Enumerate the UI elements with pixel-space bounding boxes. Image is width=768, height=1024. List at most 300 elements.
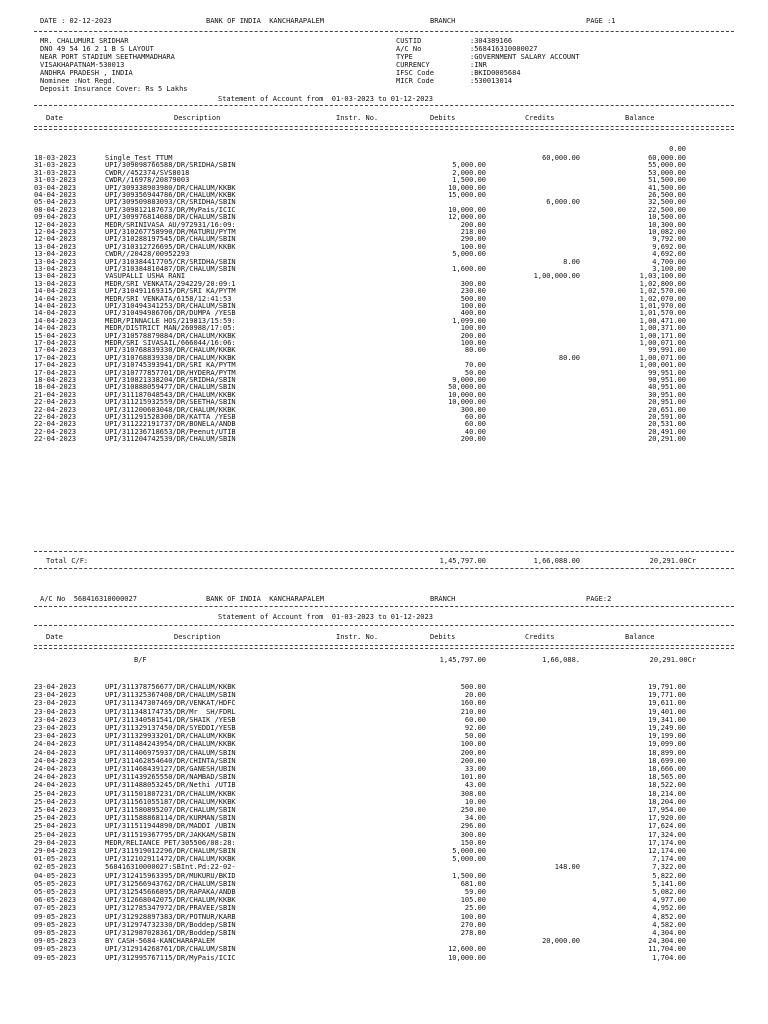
txn-balance: 10,500.00	[648, 213, 686, 222]
txn-debit: 100.00	[460, 242, 486, 251]
txn-debit: 105.00	[460, 896, 486, 905]
txn-balance: 19,771.00	[648, 691, 686, 700]
txn-description: BY CASH-5684-KANCHARAPALEM	[105, 937, 215, 946]
txn-balance: 1,00,471.00	[639, 316, 686, 325]
txn-balance: 20,951.00	[648, 398, 686, 407]
divider	[34, 625, 734, 626]
txn-balance: 12,174.00	[648, 847, 686, 855]
statement-title: Statement of Account from 01-03-2023 to 01-12-2023	[218, 95, 433, 103]
txn-balance: 9,792.00	[652, 235, 686, 244]
txn-date: 09-05-2023	[34, 953, 77, 962]
txn-debit: 80.00	[464, 346, 486, 355]
txn-debit: 200.00	[460, 435, 486, 444]
txn-description: UPI/310768839330/DR/CHALUM/KKBK	[105, 353, 236, 362]
info-label: CURRENCY	[396, 61, 430, 69]
txn-description: MEDR/SRINIVASA AU/972931/16:09:	[105, 220, 236, 229]
txn-date: 23-04-2023	[34, 715, 77, 724]
txn-date: 13-04-2023	[34, 250, 77, 259]
txn-date: 09-04-2023	[34, 213, 77, 222]
txn-balance: 4,700.00	[652, 257, 686, 266]
branch-label: BRANCH	[430, 17, 456, 25]
txn-description: UPI/310312726695/DR/CHALUM/KKBK	[105, 242, 236, 251]
txn-debit: 200.00	[460, 756, 486, 765]
txn-description: UPI/310768839330/DR/CHALUM/KKBK	[105, 346, 236, 355]
txn-date: 17-04-2023	[34, 368, 77, 377]
txn-description: UPI/312785347972/DR/PRAVEE/SBIN	[105, 904, 236, 913]
txn-date: 09-05-2023	[34, 912, 77, 921]
txn-description: UPI/310888059477/DR/CHALUM/SBIN	[105, 383, 236, 392]
divider	[34, 105, 734, 106]
txn-date: 18-03-2023	[34, 154, 77, 162]
txn-balance: 18,699.00	[648, 756, 686, 765]
txn-debit: 681.00	[460, 879, 486, 888]
txn-date: 02-05-2023	[34, 863, 77, 872]
txn-balance: 20,531.00	[648, 420, 686, 429]
statement-date: DATE : 02-12-2023	[40, 17, 112, 25]
txn-description: UPI/312987028361/DR/Boddep/SBIN	[105, 929, 236, 937]
table-row	[0, 839, 768, 847]
txn-description: UPI/312415963395/DR/MUKURU/BKID	[105, 871, 236, 880]
txn-date: 06-05-2023	[34, 896, 77, 905]
txn-description: UPI/311222191737/DR/BONELA/ANDB	[105, 420, 236, 429]
txn-debit: 290.00	[460, 235, 486, 244]
col-instr: Instr. No.	[336, 633, 379, 641]
txn-description: UPI/310491169315/DR/SRI KA/PYTM	[105, 287, 236, 296]
txn-date: 13-04-2023	[34, 272, 77, 281]
table-row	[0, 798, 768, 806]
txn-balance: 9,692.00	[652, 242, 686, 251]
txn-balance: 1,00,071.00	[639, 339, 686, 347]
txn-date: 09-05-2023	[34, 920, 77, 929]
divider	[34, 126, 734, 127]
txn-debit: 2,000.00	[452, 168, 486, 177]
txn-date: 25-04-2023	[34, 806, 77, 814]
txn-debit: 210.00	[460, 707, 486, 716]
txn-debit: 10,000.00	[448, 183, 486, 192]
txn-description: MEDR/DISTRICT MAN/260988/17:05:	[105, 324, 236, 333]
txn-debit: 60.00	[464, 420, 486, 429]
txn-date: 23-04-2023	[34, 691, 77, 700]
txn-date: 04-05-2023	[34, 871, 77, 880]
page-number: PAGE:2	[586, 595, 612, 603]
info-label: IFSC Code	[396, 69, 434, 77]
bank-name: BANK OF INDIA KANCHARAPALEM	[206, 595, 325, 603]
txn-date: 25-04-2023	[34, 789, 77, 798]
txn-date: 23-04-2023	[34, 732, 77, 741]
txn-date: 13-04-2023	[34, 242, 77, 251]
txn-date: 18-04-2023	[34, 376, 77, 384]
column-header-row	[0, 114, 768, 122]
txn-balance: 19,341.00	[648, 715, 686, 724]
txn-balance: 55,000.00	[648, 161, 686, 170]
txn-debit: 1,500.00	[452, 871, 486, 880]
txn-debit: 40.00	[464, 427, 486, 436]
txn-description: UPI/311378756677/DR/CHALUM/KKBK	[105, 683, 236, 691]
divider	[34, 568, 734, 569]
txn-date: 21-04-2023	[34, 390, 77, 399]
txn-description: UPI/312102911472/DR/CHALUM/KKBK	[105, 855, 236, 864]
txn-date: 24-04-2023	[34, 773, 77, 782]
txn-debit: 300.00	[460, 279, 486, 288]
txn-date: 01-05-2023	[34, 855, 77, 864]
txn-description: UPI/311468439127/DR/GANESH/UBIN	[105, 765, 236, 773]
txn-description: UPI/311204742539/DR/CHALUM/SBIN	[105, 435, 236, 444]
txn-balance: 4,692.00	[652, 250, 686, 259]
txn-debit: 308.00	[460, 789, 486, 798]
table-row	[0, 716, 768, 724]
column-header-row	[0, 633, 768, 641]
txn-date: 12-04-2023	[34, 235, 77, 244]
txn-credit: 6,000.00	[546, 198, 580, 207]
txn-balance: 99,991.00	[648, 346, 686, 355]
txn-balance: 19,199.00	[648, 732, 686, 741]
txn-description: UPI/310267758990/DR/MATURU/PYTM	[105, 228, 236, 236]
txn-description: UPI/309338903980/DR/CHALUM/KKBK	[105, 183, 236, 192]
table-row	[0, 913, 768, 921]
txn-description: UPI/309509883093/CR/SRIDHA/SBIN	[105, 198, 236, 207]
txn-debit: 1,099.00	[452, 316, 486, 325]
txn-date: 22-04-2023	[34, 435, 77, 444]
table-row	[0, 683, 768, 691]
txn-date: 09-05-2023	[34, 937, 77, 946]
col-date: Date	[46, 633, 63, 641]
txn-description: UPI/311919012296/DR/CHALUM/SBIN	[105, 847, 236, 855]
txn-date: 22-04-2023	[34, 420, 77, 429]
txn-description: UPI/310288197545/DR/CHALUM/SBIN	[105, 235, 236, 244]
table-row	[0, 757, 768, 765]
txn-date: 31-03-2023	[34, 168, 77, 177]
txn-balance: 40,951.00	[648, 383, 686, 392]
txn-description: UPI/312566943762/DR/CHALUM/SBIN	[105, 879, 236, 888]
table-row	[0, 831, 768, 839]
txn-balance: 1,03,100.00	[639, 272, 686, 281]
txn-description: UPI/309098766588/DR/SRIDHA/SBIN	[105, 161, 236, 170]
txn-debit: 5,000.00	[452, 161, 486, 170]
txn-debit: 100.00	[460, 740, 486, 749]
txn-debit: 50.00	[464, 368, 486, 377]
divider	[34, 551, 734, 552]
txn-description: UPI/310578879884/DR/CHALUM/KKBK	[105, 331, 236, 340]
txn-debit: 59.00	[464, 888, 486, 896]
txn-description: MEDR/PINNACLE HOS/219813/15:59:	[105, 316, 236, 325]
txn-description: UPI/311484243954/DR/CHALUM/KKBK	[105, 740, 236, 749]
page-number: PAGE :1	[586, 17, 616, 25]
bf-balance: 20,291.00Cr	[649, 656, 696, 664]
info-value: :530013014	[470, 77, 513, 85]
txn-description: UPI/311348174735/DR/Mr SH/FDRL	[105, 707, 236, 716]
txn-debit: 1,600.00	[452, 265, 486, 273]
txn-date: 22-04-2023	[34, 398, 77, 407]
txn-date: 25-04-2023	[34, 830, 77, 839]
txn-date: 24-04-2023	[34, 781, 77, 790]
txn-date: 29-04-2023	[34, 838, 77, 847]
txn-balance: 19,791.00	[648, 683, 686, 691]
txn-debit: 10,000.00	[448, 953, 486, 962]
txn-description: CWDR//20428/00952293	[105, 250, 190, 259]
txn-debit: 34.00	[464, 814, 486, 823]
txn-date: 05-04-2023	[34, 198, 77, 207]
txn-balance: 26,500.00	[648, 191, 686, 199]
txn-description: UPI/311325367408/DR/CHALUM/SBIN	[105, 691, 236, 700]
table-row	[0, 822, 768, 830]
txn-debit: 400.00	[460, 309, 486, 318]
total-debits: 1,45,797.00	[439, 557, 486, 565]
txn-balance: 20,291.00	[648, 435, 686, 444]
txn-debit: 10.00	[464, 797, 486, 806]
txn-debit: 92.00	[464, 724, 486, 732]
table-row	[0, 765, 768, 773]
txn-balance: 5,141.00	[652, 879, 686, 888]
txn-debit: 300.00	[460, 405, 486, 414]
txn-balance: 60,000.00	[648, 154, 686, 162]
col-balance: Balance	[625, 114, 655, 122]
txn-date: 08-04-2023	[34, 205, 77, 214]
txn-date: 31-03-2023	[34, 176, 77, 185]
table-row	[0, 888, 768, 896]
table-row	[0, 790, 768, 798]
txn-debit: 270.00	[460, 920, 486, 929]
opening-balance: 0.00	[669, 145, 686, 153]
txn-description: UPI/311439265550/DR/NAMBAD/SBIN	[105, 773, 236, 782]
txn-balance: 1,00,171.00	[639, 331, 686, 340]
divider	[34, 645, 734, 646]
txn-description: UPI/311215932559/DR/SEETHA/SBIN	[105, 398, 236, 407]
table-row	[0, 855, 768, 863]
txn-date: 07-05-2023	[34, 904, 77, 913]
txn-description: MEDR/SRI VENKATA/6158/12:41:53	[105, 294, 232, 303]
txn-description: UPI/311329933201/DR/CHALUM/KKBK	[105, 732, 236, 741]
txn-date: 24-04-2023	[34, 765, 77, 773]
txn-description: MEDR/SRI VENKATA/294229/20:09:1	[105, 279, 236, 288]
txn-balance: 19,401.00	[648, 707, 686, 716]
info-value: :568416310000027	[470, 45, 538, 53]
txn-balance: 1,02,800.00	[639, 279, 686, 288]
brought-forward-row	[0, 656, 768, 664]
txn-date: 05-05-2023	[34, 888, 77, 896]
col-description: Description	[174, 114, 221, 122]
txn-debit: 10,000.00	[448, 390, 486, 399]
col-description: Description	[174, 633, 221, 641]
bf-debits: 1,45,797.00	[439, 656, 486, 664]
customer-line: ANDHRA PRADESH , INDIA	[40, 69, 133, 77]
col-credits: Credits	[525, 633, 555, 641]
txn-date: 25-04-2023	[34, 822, 77, 831]
txn-date: 24-04-2023	[34, 740, 77, 749]
txn-date: 17-04-2023	[34, 339, 77, 347]
table-row	[0, 863, 768, 871]
txn-description: UPI/311561055187/DR/CHALUM/KKBK	[105, 797, 236, 806]
txn-debit: 50,000.00	[448, 383, 486, 392]
col-debits: Debits	[430, 114, 456, 122]
txn-description: UPI/311187048543/DR/CHALUM/KKBK	[105, 390, 236, 399]
txn-debit: 230.00	[460, 287, 486, 296]
table-row	[0, 708, 768, 716]
txn-credit: 80.00	[558, 353, 580, 362]
txn-debit: 296.00	[460, 822, 486, 831]
txn-description: UPI/309812187673/DR/MyPais/ICIC	[105, 205, 236, 214]
txn-date: 17-04-2023	[34, 361, 77, 370]
txn-description: UPI/310821338204/DR/SRIDHA/SBIN	[105, 376, 236, 384]
txn-date: 12-04-2023	[34, 228, 77, 236]
total-row	[0, 557, 768, 565]
txn-description: UPI/311340581541/DR/SHAIK /YESB	[105, 715, 236, 724]
txn-debit: 50.00	[464, 732, 486, 741]
table-row	[0, 896, 768, 904]
txn-date: 22-04-2023	[34, 413, 77, 421]
txn-balance: 18,522.00	[648, 781, 686, 790]
txn-date: 17-04-2023	[34, 353, 77, 362]
txn-balance: 11,704.00	[648, 945, 686, 954]
opening-balance-row	[0, 145, 768, 153]
txn-description: UPI/312995767115/DR/MyPais/ICIC	[105, 953, 236, 962]
txn-debit: 12,600.00	[448, 945, 486, 954]
divider	[34, 648, 734, 649]
txn-description: UPI/310745393941/DR/SRI KA/PYTM	[105, 361, 236, 370]
customer-line: Nominee :Not Regd.	[40, 77, 116, 85]
txn-balance: 19,099.00	[648, 740, 686, 749]
txn-description: UPI/311588868114/DR/KURMAN/SBIN	[105, 814, 236, 823]
txn-description: UPI/309976814088/DR/CHALUM/SBIN	[105, 213, 236, 222]
txn-description: UPI/312545666895/DR/RAPAKA/ANDB	[105, 888, 236, 896]
table-row	[0, 937, 768, 945]
txn-balance: 90,951.00	[648, 376, 686, 384]
bf-label: B/F	[134, 656, 147, 664]
customer-line: MR. CHALUMURI SRIDHAR	[40, 37, 129, 45]
txn-balance: 51,500.00	[648, 176, 686, 185]
txn-credit: 148.00	[554, 863, 580, 872]
txn-description: UPI/310777857701/DR/HYDERA/PYTM	[105, 368, 236, 377]
info-label: TYPE	[396, 53, 413, 61]
txn-description: CWDR//452374/SVS8018	[105, 168, 190, 177]
txn-description: UPI/309356944786/DR/CHALUM/KKBK	[105, 191, 236, 199]
table-row	[0, 954, 768, 962]
txn-date: 25-04-2023	[34, 814, 77, 823]
txn-credit: 8.00	[563, 257, 580, 266]
table-row	[0, 814, 768, 822]
customer-line: VISAKHAPATNAM-530013	[40, 61, 125, 69]
txn-debit: 60.00	[464, 715, 486, 724]
table-row	[0, 740, 768, 748]
txn-credit: 20,000.00	[542, 937, 580, 946]
txn-debit: 20.00	[464, 691, 486, 700]
table-row	[0, 880, 768, 888]
txn-balance: 20,491.00	[648, 427, 686, 436]
txn-balance: 4,852.00	[652, 912, 686, 921]
txn-date: 22-04-2023	[34, 427, 77, 436]
table-row	[0, 806, 768, 814]
customer-line: DNO 49 54 16 2 1 B S LAYOUT	[40, 45, 154, 53]
statement-title: Statement of Account from 01-03-2023 to 01-12-2023	[218, 613, 433, 621]
txn-balance: 22,500.00	[648, 205, 686, 214]
txn-debit: 200.00	[460, 331, 486, 340]
txn-balance: 1,00,371.00	[639, 324, 686, 333]
txn-date: 04-04-2023	[34, 191, 77, 199]
txn-description: UPI/310494986706/DR/DUMPA /YESB	[105, 309, 236, 318]
txn-description: UPI/311291528300/DR/KATTA /YESB	[105, 413, 236, 421]
txn-date: 23-04-2023	[34, 683, 77, 691]
txn-balance: 4,304.00	[652, 929, 686, 937]
txn-description: UPI/310384810487/DR/CHALUM/SBIN	[105, 265, 236, 273]
txn-description: UPI/312974732330/DR/Boddep/SBIN	[105, 920, 236, 929]
total-label: Total C/F:	[46, 557, 89, 565]
txn-balance: 1,01,970.00	[639, 302, 686, 310]
txn-date: 23-04-2023	[34, 699, 77, 708]
txn-date: 14-04-2023	[34, 294, 77, 303]
txn-date: 25-04-2023	[34, 797, 77, 806]
txn-balance: 41,500.00	[648, 183, 686, 192]
txn-debit: 300.00	[460, 830, 486, 839]
info-value: :BKID0005684	[470, 69, 521, 77]
txn-date: 15-04-2023	[34, 331, 77, 340]
txn-description: UPI/311200603048/DR/CHALUM/KKBK	[105, 405, 236, 414]
txn-debit: 60.00	[464, 413, 486, 421]
txn-date: 22-04-2023	[34, 405, 77, 414]
txn-description: VASUPALLI USHA RANI	[105, 272, 186, 281]
txn-balance: 4,977.00	[652, 896, 686, 905]
txn-debit: 5,000.00	[452, 250, 486, 259]
txn-description: UPI/311580895207/DR/CHALUM/SBIN	[105, 806, 236, 814]
txn-balance: 30,951.00	[648, 390, 686, 399]
txn-debit: 100.00	[460, 339, 486, 347]
divider	[34, 129, 734, 130]
table-row	[0, 732, 768, 740]
table-row	[0, 691, 768, 699]
txn-balance: 5,082.00	[652, 888, 686, 896]
txn-date: 13-04-2023	[34, 257, 77, 266]
txn-date: 14-04-2023	[34, 316, 77, 325]
table-row	[0, 781, 768, 789]
txn-debit: 5,000.00	[452, 855, 486, 864]
table-row	[0, 435, 768, 443]
table-row	[0, 724, 768, 732]
txn-balance: 17,954.00	[648, 806, 686, 814]
txn-description: MEDR/RELIANCE PET/305506/08:28:	[105, 838, 236, 847]
txn-date: 09-05-2023	[34, 929, 77, 937]
txn-date: 09-05-2023	[34, 945, 77, 954]
txn-debit: 160.00	[460, 699, 486, 708]
txn-description: UPI/311488053245/DR/Nethi /UTIB	[105, 781, 236, 790]
txn-balance: 18,204.00	[648, 797, 686, 806]
txn-balance: 99,951.00	[648, 368, 686, 377]
txn-description: UPI/311236718653/DR/Peenut/UTIB	[105, 427, 236, 436]
table-row	[0, 929, 768, 937]
txn-description: UPI/311519367795/DR/JAKKAM/SBIN	[105, 830, 236, 839]
txn-debit: 150.00	[460, 838, 486, 847]
branch-label: BRANCH	[430, 595, 456, 603]
txn-balance: 1,00,071.00	[639, 353, 686, 362]
txn-description: UPI/311406975937/DR/CHALUM/SBIN	[105, 748, 236, 757]
table-row	[0, 904, 768, 912]
table-row	[0, 847, 768, 855]
txn-date: 23-04-2023	[34, 707, 77, 716]
txn-debit: 278.00	[460, 929, 486, 937]
txn-description: 568416310000027:SBInt.Pd:22-02-	[105, 863, 236, 872]
txn-description: UPI/310494341253/DR/CHALUM/SBIN	[105, 302, 236, 310]
info-label: MICR Code	[396, 77, 434, 85]
txn-date: 13-04-2023	[34, 279, 77, 288]
txn-balance: 20,651.00	[648, 405, 686, 414]
bf-credits: 1,66,088.	[542, 656, 580, 664]
txn-date: 18-04-2023	[34, 383, 77, 392]
txn-debit: 101.00	[460, 773, 486, 782]
txn-debit: 100.00	[460, 324, 486, 333]
txn-balance: 19,611.00	[648, 699, 686, 708]
txn-date: 12-04-2023	[34, 220, 77, 229]
txn-debit: 1,500.00	[452, 176, 486, 185]
txn-date: 14-04-2023	[34, 309, 77, 318]
txn-balance: 17,624.00	[648, 822, 686, 831]
total-credits: 1,66,088.00	[533, 557, 580, 565]
